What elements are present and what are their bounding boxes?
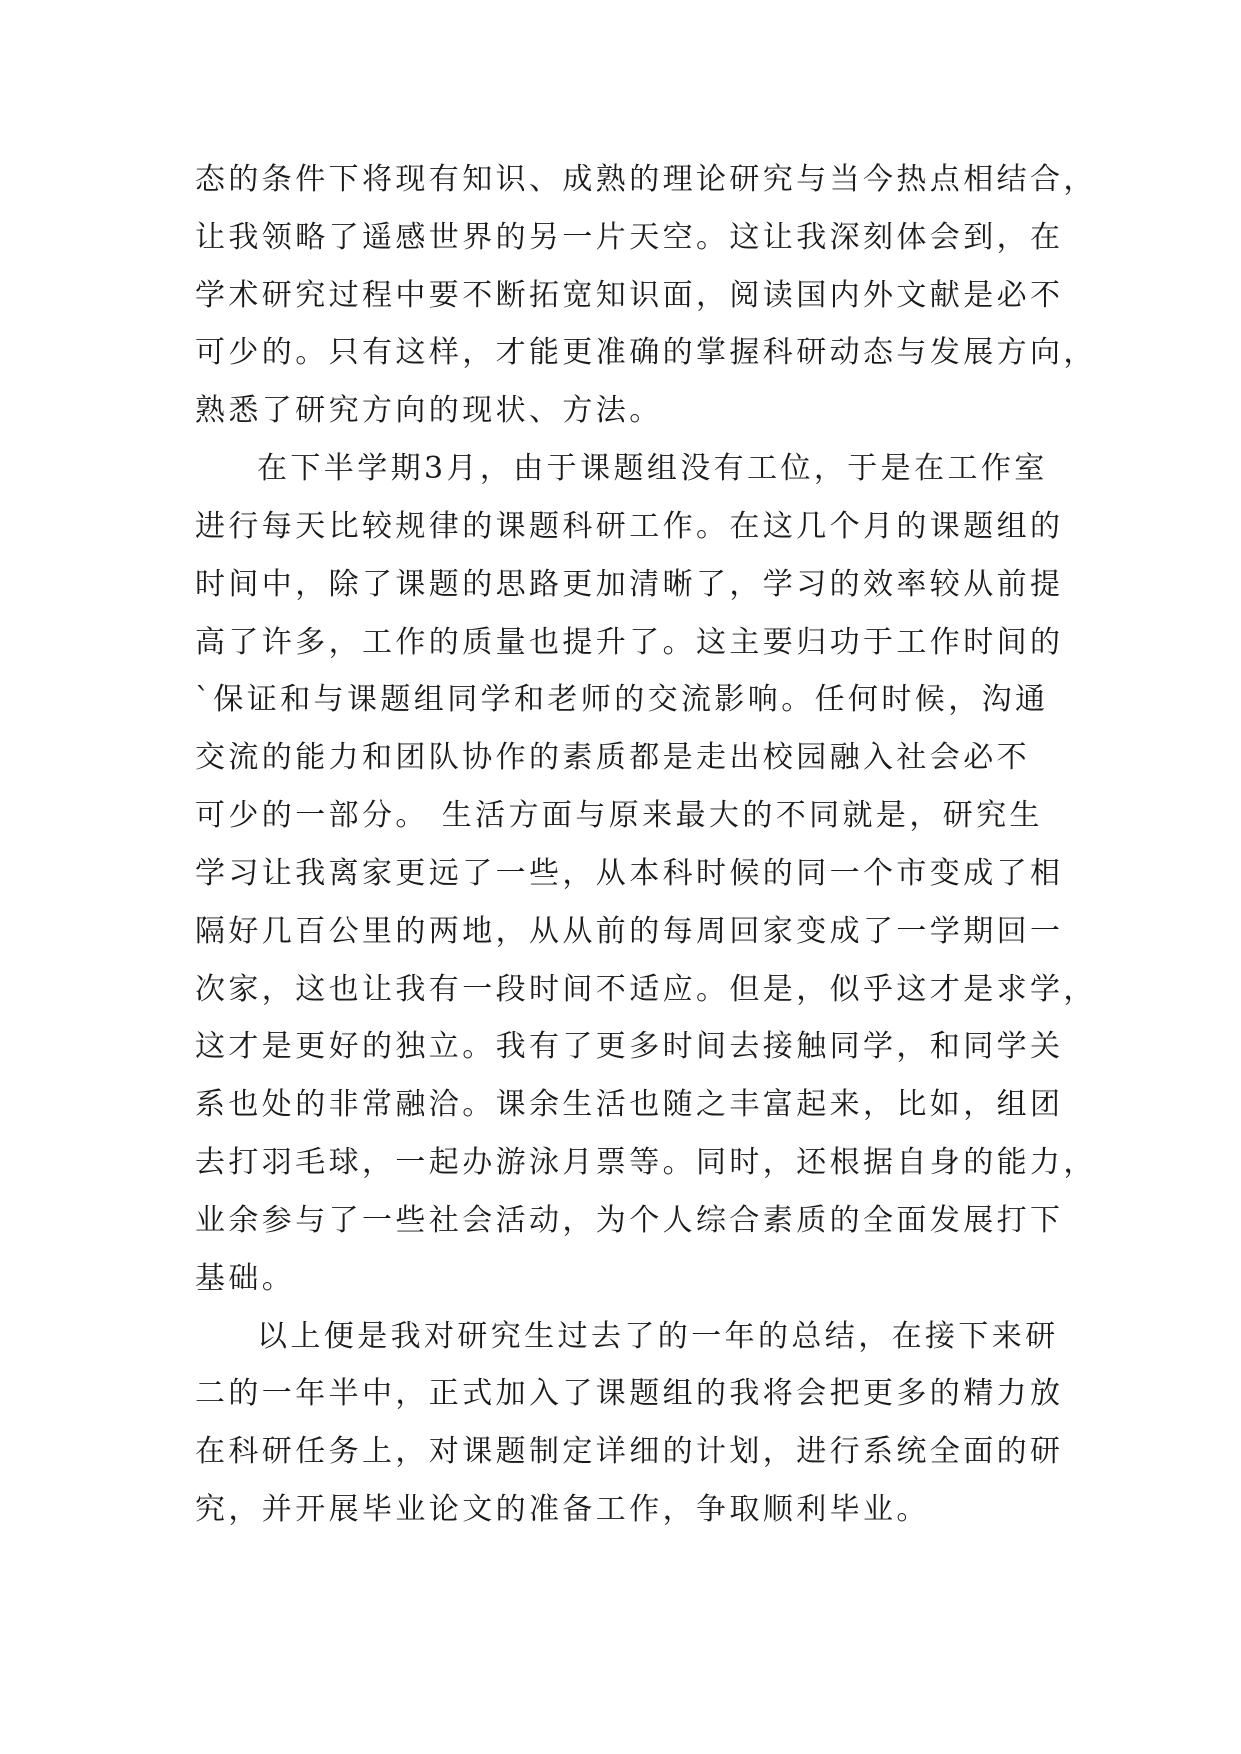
text-line: 学术研究过程中要不断拓宽知识面，阅读国内外文献是必不 xyxy=(195,278,1064,313)
text-line: 进行每天比较规律的课题科研工作。在这几个月的课题组的 xyxy=(195,509,1064,544)
text-line: 熟悉了研究方向的现状、方法。 xyxy=(195,393,663,428)
text-line: 次家，这也让我有一段时间不适应。但是，似乎这才是求学， xyxy=(195,972,1097,1007)
text-line: 可少的。只有这样，才能更准确的掌握科研动态与发展方向， xyxy=(195,335,1097,370)
text-line: 二的一年半中，正式加入了课题组的我将会把更多的精力放 xyxy=(195,1376,1064,1411)
text-line: 隔好几百公里的两地，从从前的每周回家变成了一学期回一 xyxy=(195,914,1064,949)
text-line: 业余参与了一些社会活动，为个人综合素质的全面发展打下 xyxy=(195,1203,1064,1238)
text-line: 这才是更好的独立。我有了更多时间去接触同学，和同学关 xyxy=(195,1029,1064,1064)
text-line: 时间中，除了课题的思路更加清晰了，学习的效率较从前提 xyxy=(195,567,1064,602)
text-line: 可少的一部分。 生活方面与原来最大的不同就是，研究生 xyxy=(195,798,1043,833)
text-line: 基础。 xyxy=(195,1261,296,1296)
text-line: `保证和与课题组同学和老师的交流影响。任何时候，沟通 xyxy=(195,682,1049,717)
text-line: 让我领略了遥感世界的另一片天空。这让我深刻体会到，在 xyxy=(195,220,1064,255)
text-line: 在科研任务上，对课题制定详细的计划，进行系统全面的研 xyxy=(195,1434,1064,1469)
paragraph-start-line: 在下半学期3月，由于课题组没有工位，于是在工作室 xyxy=(257,451,1048,486)
text-line: 交流的能力和团队协作的素质都是走出校园融入社会必不 xyxy=(195,740,1030,775)
text-line: 学习让我离家更远了一些，从本科时候的同一个市变成了相 xyxy=(195,856,1064,891)
text-line: 态的条件下将现有知识、成熟的理论研究与当今热点相结合， xyxy=(195,162,1097,197)
text-line: 去打羽毛球，一起办游泳月票等。同时，还根据自身的能力， xyxy=(195,1145,1097,1180)
paragraph-start-line: 以上便是我对研究生过去了的一年的总结，在接下来研 xyxy=(257,1319,1059,1354)
text-line: 究，并开展毕业论文的准备工作，争取顺利毕业。 xyxy=(195,1492,930,1527)
text-line: 系也处的非常融洽。课余生活也随之丰富起来，比如，组团 xyxy=(195,1087,1064,1122)
text-line: 高了许多，工作的质量也提升了。这主要归功于工作时间的 xyxy=(195,625,1064,660)
